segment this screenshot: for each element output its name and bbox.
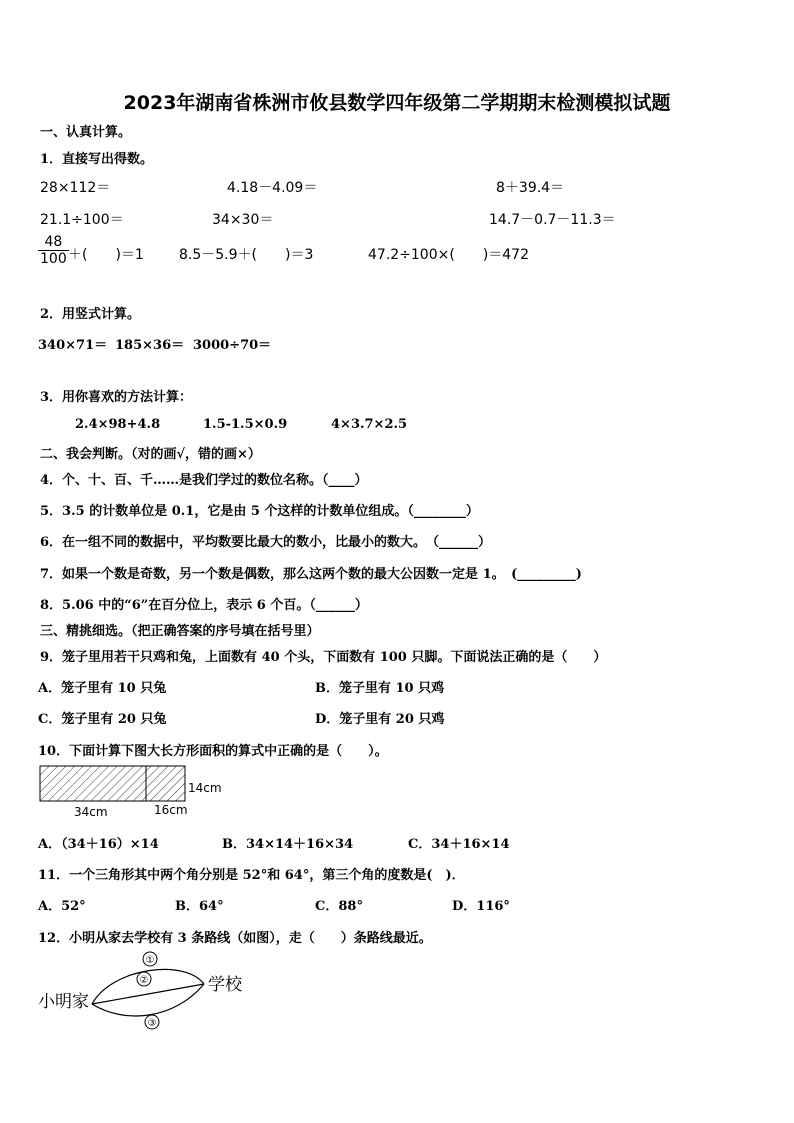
q1-item: 28×112＝ — [40, 180, 111, 196]
q3-label: 3．用你喜欢的方法计算： — [40, 390, 193, 405]
page-title: 2023年湖南省株洲市攸县数学四年级第二学期期末检测模拟试题 — [123, 92, 671, 114]
q1-item: 47.2÷100×( )＝472 — [368, 247, 529, 263]
home-label: 小明家 — [38, 992, 89, 1012]
q11-option: A．52° — [38, 899, 86, 914]
q1-item: 4.18－4.09＝ — [227, 180, 318, 196]
fraction-denominator: 100 — [40, 251, 67, 267]
section3-heading: 三、精挑细选。（把正确答案的序号填在括号里） — [40, 624, 320, 639]
q3-item: 1.5-1.5×0.9 — [203, 417, 288, 432]
q1-item: 14.7－0.7－11.3＝ — [489, 212, 616, 228]
q2-item: 185×36＝ — [115, 338, 185, 353]
width1-label: 34cm — [74, 805, 108, 819]
q1-item: 8.5－5.9＋( )＝3 — [179, 247, 314, 263]
judge-item: 7．如果一个数是奇数，另一个数是偶数，那么这两个数的最大公因数一定是 1。 (_________) — [40, 567, 582, 582]
q2-item: 340×71＝ — [38, 338, 108, 353]
judge-item: 4．个、十、百、千……是我们学过的数位名称。（____） — [40, 473, 368, 488]
q9-text: 9．笼子里用若干只鸡和兔，上面数有 40 个头，下面数有 100 只脚。下面说法正确的是（ ） — [40, 650, 607, 665]
route-1-label: ① — [145, 955, 155, 966]
q1-item: 34×30＝ — [212, 212, 274, 228]
q10-option: A．（34＋16）×14 — [38, 837, 159, 852]
q9-option: A．笼子里有 10 只兔 — [38, 681, 167, 696]
section2-heading: 二、我会判断。（对的画√，错的画×） — [40, 447, 261, 462]
route-3-label: ③ — [147, 1018, 157, 1029]
q1-item: 8＋39.4＝ — [496, 180, 565, 196]
q2-label: 2．用竖式计算。 — [40, 307, 141, 322]
judge-item: 8．5.06 中的“6”在百分位上，表示 6 个百。（______） — [40, 598, 368, 613]
judge-item: 5．3.5 的计数单位是 0.1，它是由 5 个这样的计数单位组成。（________） — [40, 504, 479, 519]
fraction-numerator: 48 — [44, 234, 63, 250]
height-label: 14cm — [188, 781, 222, 795]
section1-heading: 一、认真计算。 — [40, 125, 132, 140]
q2-item: 3000÷70＝ — [193, 338, 272, 353]
q1-label: 1．直接写出得数。 — [40, 152, 154, 167]
hatched-rectangle-16cm — [146, 766, 185, 801]
q9-option: C．笼子里有 20 只兔 — [38, 712, 167, 727]
route-2 — [92, 984, 204, 1004]
fraction — [38, 234, 69, 267]
q10-option: B．34×14＋16×34 — [222, 837, 354, 852]
route-2-label: ② — [139, 975, 149, 986]
q10-option: C．34＋16×14 — [408, 837, 510, 852]
q12-text: 12．小明从家去学校有 3 条路线（如图），走（ ）条路线最近。 — [38, 931, 432, 946]
q9-option: B．笼子里有 10 只鸡 — [315, 681, 445, 696]
q10-text: 10．下面计算下图大长方形面积的算式中正确的是（ ）。 — [38, 744, 388, 759]
judge-item: 6．在一组不同的数据中，平均数要比最大的数小，比最小的数大。 （______） — [40, 535, 492, 550]
q1-item: ＋( )＝1 — [68, 247, 144, 263]
q1-item: 21.1÷100＝ — [40, 212, 124, 228]
school-label: 学校 — [208, 975, 242, 995]
q11-option: B．64° — [175, 899, 224, 914]
route-3 — [92, 984, 204, 1016]
q3-item: 2.4×98+4.8 — [75, 417, 161, 432]
q11-option: D．116° — [452, 899, 510, 914]
rectangle-figure — [36, 762, 236, 820]
q9-option: D．笼子里有 20 只鸡 — [315, 712, 445, 727]
route-figure — [34, 946, 264, 1036]
q11-text: 11．一个三角形其中两个角分别是 52°和 64°，第三个角的度数是( )． — [38, 868, 465, 883]
width2-label: 16cm — [154, 803, 188, 817]
q3-item: 4×3.7×2.5 — [331, 417, 408, 432]
q11-option: C．88° — [315, 899, 363, 914]
